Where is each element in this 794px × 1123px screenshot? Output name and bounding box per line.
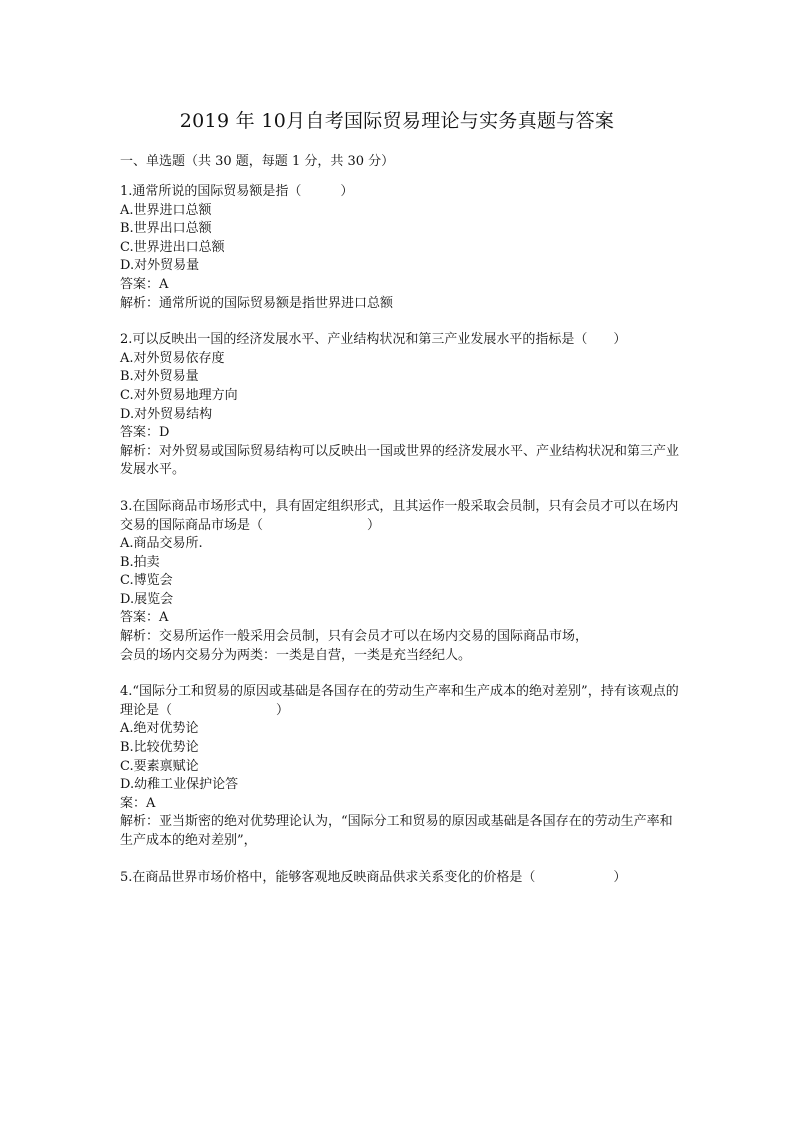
answer-key: 答案：A — [120, 276, 169, 292]
question-stem: 2.可以反映出一国的经济发展水平、产业结构状况和第三产业发展水平的指标是（ ） — [120, 332, 627, 348]
analysis-text: 解析：对外贸易或国际贸易结构可以反映出一国或世界的经济发展水平、产业结构状况和第三产业发展水平。 — [120, 443, 680, 478]
question-stem: 3.在国际商品市场形式中，具有固定组织形式，且其运作一般采取会员制，只有会员才可以在场内交易的国际商品市场是（ ） — [120, 498, 679, 533]
question-block — [120, 869, 680, 888]
analysis-text: 解析：亚当斯密的绝对优势理论认为，“国际分工和贸易的原因或基础是各国存在的劳动生产率和生产成本的绝对差别”， — [120, 814, 673, 848]
answer-option: B.拍卖 — [120, 554, 160, 570]
answer-option: C.博览会 — [120, 573, 173, 589]
answer-option: C.世界进出口总额 — [120, 239, 225, 255]
question-stem: 1.通常所说的国际贸易额是指（ ） — [120, 184, 354, 199]
answer-option: A.世界进口总额 — [120, 202, 212, 218]
section-heading: 一、单选题（共 30 题，每题 1 分，共 30 分） — [120, 154, 395, 169]
answer-key: 答案：A — [120, 610, 169, 626]
answer-option: B.对外贸易量 — [120, 369, 199, 385]
answer-key: 答案：D — [120, 425, 170, 441]
analysis-text: 解析：交易所运作一般采用会员制，只有会员才可以在场内交易的国际商品市场， 会员的场内交易分为两类：一类是自营，一类是充当经纪人。 — [120, 629, 589, 663]
answer-option: A.对外贸易依存度 — [120, 350, 225, 366]
answer-option: C.要素禀赋论 — [120, 758, 199, 774]
answer-option: D.对外贸易量 — [120, 258, 200, 274]
answer-option: D.展览会 — [120, 591, 174, 607]
question-block — [120, 498, 680, 665]
answer-option: A.商品交易所. — [120, 536, 203, 552]
page-title: 2019 年 10月自考国际贸易理论与实务真题与答案 — [179, 110, 615, 132]
answer-option: C.对外贸易地理方向 — [120, 387, 238, 403]
answer-option: D.对外贸易结构 — [120, 406, 213, 422]
analysis-text: 解析：通常所说的国际贸易额是指世界进口总额 — [120, 295, 394, 311]
answer-option: B.世界出口总额 — [120, 221, 212, 237]
question-block — [120, 683, 680, 850]
question-stem: 5.在商品世界市场价格中，能够客观地反映商品供求关系变化的价格是（ ） — [120, 869, 627, 885]
answer-option: D.幼稚工业保护论答 — [120, 777, 239, 793]
answer-option: A.绝对优势论 — [120, 721, 199, 737]
question-block — [120, 331, 680, 480]
answer-key: 案：A — [120, 795, 156, 811]
question-stem: 4.“国际分工和贸易的原因或基础是各国存在的劳动生产率和生产成本的绝对差别”，持有该观点的理论是（ ） — [120, 684, 679, 718]
answer-option: B.比较优势论 — [120, 740, 199, 756]
question-list — [120, 183, 680, 905]
question-block — [120, 183, 680, 313]
